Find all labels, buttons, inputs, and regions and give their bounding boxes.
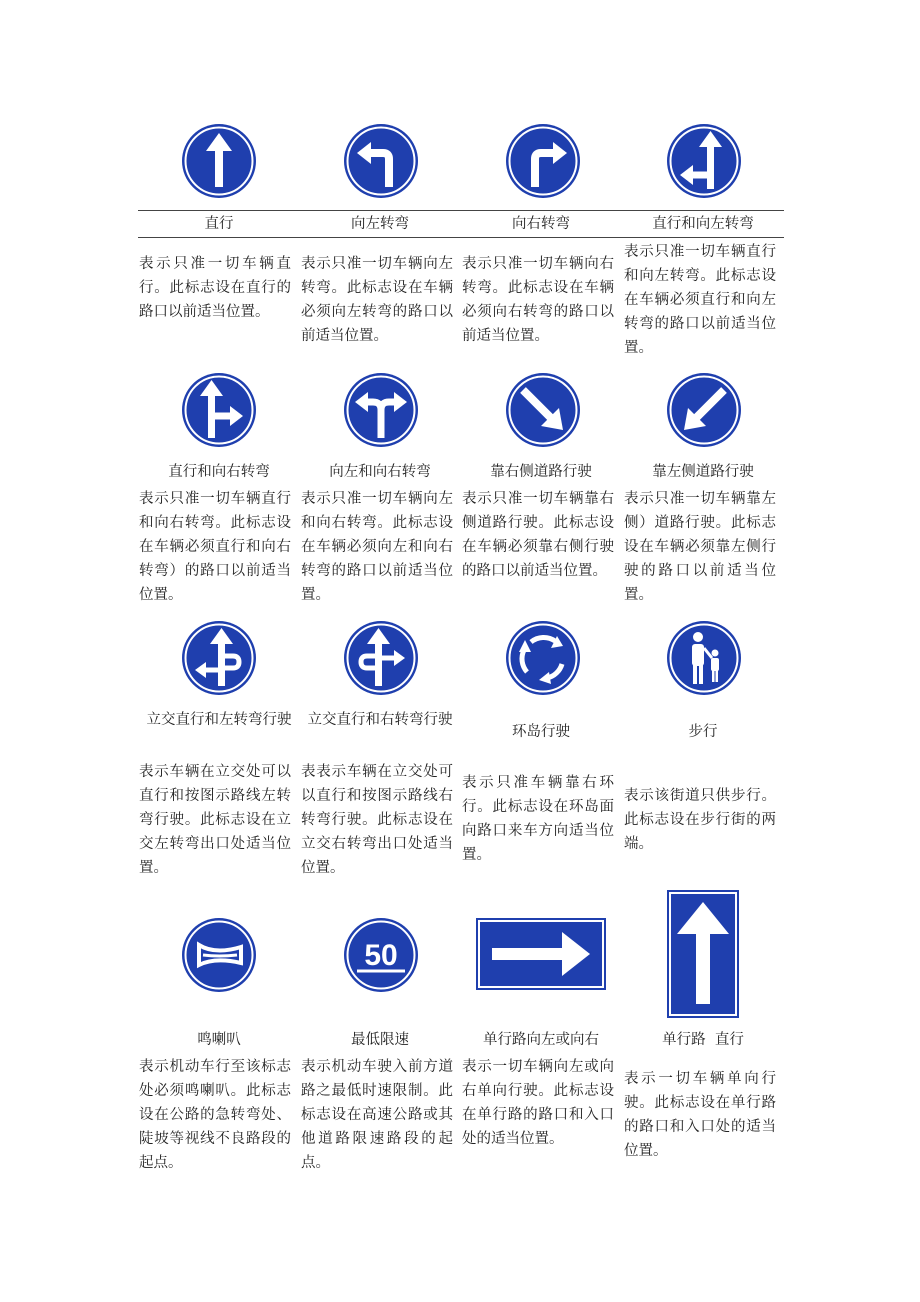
sign-title: 直行 xyxy=(204,216,234,232)
sign-title: 最低限速 xyxy=(351,1032,409,1048)
sign-description: 表示一切车辆向左或向右单向行驶。此标志设在单行路的路口和入口处的适当位置。 xyxy=(462,1059,614,1147)
sign-title: 立交直行和右转弯行驶 xyxy=(307,712,453,728)
sign-title: 单行路向左或向右 xyxy=(483,1032,599,1048)
sign-description: 表示机动车行至该标志处必须鸣喇叭。此标志设在公路的急转弯处、陡坡等视线不良路段的起点。 xyxy=(139,1059,291,1171)
one-way-horizontal-arrow-icon xyxy=(476,918,606,990)
sign-title: 靠右侧道路行驶 xyxy=(490,464,592,480)
sign-description: 表示只准车辆靠右环行。此标志设在环岛面向路口来车方向适当位置。 xyxy=(462,775,614,863)
turn-left-arrow-icon xyxy=(343,123,419,199)
sign-title: 直行和向右转弯 xyxy=(168,464,270,480)
sign-description: 表示该街道只供步行。此标志设在步行街的两端。 xyxy=(624,788,776,852)
sign-title: 向左和向右转弯 xyxy=(329,464,431,480)
sign-title: 直行和向左转弯 xyxy=(652,216,754,232)
sign-title: 立交直行和左转弯行驶 xyxy=(146,712,292,728)
horn-icon xyxy=(181,917,257,993)
sign-title: 步行 xyxy=(688,724,718,740)
pedestrian-icon xyxy=(666,620,742,696)
turn-right-arrow-icon xyxy=(505,123,581,199)
sign-description: 表示只准一切车辆靠右侧道路行驶。此标志设在车辆必须靠右侧行驶的路口以前适当位置。 xyxy=(462,491,614,579)
sign-description: 表示只准一切车辆向左和向右转弯。此标志设在车辆必须向左和向右转弯的路口以前适当位置。 xyxy=(301,491,453,603)
keep-left-arrow-icon xyxy=(666,372,742,448)
sign-description: 表示机动车驶入前方道路之最低时速限制。此标志设在高速公路或其他道路限速路段的起点。 xyxy=(301,1059,453,1171)
sign-title: 环岛行驶 xyxy=(512,724,570,740)
sign-title: 单行路 直行 xyxy=(662,1032,744,1048)
straight-or-right-arrow-icon xyxy=(181,372,257,448)
table-top-rule xyxy=(138,210,784,211)
roundabout-icon xyxy=(505,620,581,696)
sign-title: 鸣喇叭 xyxy=(197,1032,241,1048)
sign-description: 表示只准一切车辆直行和向右转弯。此标志设在车辆必须直行和向右转弯）的路口以前适当位置。 xyxy=(139,491,291,603)
sign-description: 表示只准一切车辆向左转弯。此标志设在车辆必须向左转弯的路口以前适当位置。 xyxy=(301,256,453,344)
one-way-straight-arrow-icon xyxy=(667,890,739,1018)
speed-value: 50 xyxy=(364,939,398,972)
interchange-straight-right-icon xyxy=(343,620,419,696)
straight-arrow-icon xyxy=(181,123,257,199)
sign-description: 表示一切车辆单向行驶。此标志设在单行路的路口和入口处的适当位置。 xyxy=(624,1071,776,1159)
sign-description: 表示车辆在立交处可以直行和按图示路线左转弯行驶。此标志设在立交左转弯出口处适当位置。 xyxy=(139,764,291,876)
straight-or-left-arrow-icon xyxy=(666,123,742,199)
sign-description: 表示只准一切车辆向右转弯。此标志设在车辆必须向右转弯的路口以前适当位置。 xyxy=(462,256,614,344)
keep-right-arrow-icon xyxy=(505,372,581,448)
interchange-straight-left-icon xyxy=(181,620,257,696)
sign-description: 表示只准一切车辆直行和向左转弯。此标志设在车辆必须直行和向左转弯的路口以前适当位置。 xyxy=(624,244,776,356)
sign-description: 表示只准一切车辆直行。此标志设在直行的路口以前适当位置。 xyxy=(139,256,291,320)
sign-title: 向左转弯 xyxy=(351,216,409,232)
minimum-speed-icon xyxy=(343,917,419,993)
sign-title: 靠左侧道路行驶 xyxy=(652,464,754,480)
sign-title: 向右转弯 xyxy=(512,216,570,232)
sign-description: 表示只准一切车辆靠左侧）道路行驶。此标志设在车辆必须靠左侧行驶的路口以前适当位置。 xyxy=(624,491,776,603)
left-or-right-arrow-icon xyxy=(343,372,419,448)
table-header-rule xyxy=(138,237,784,238)
sign-description: 表表示车辆在立交处可以直行和按图示路线右转弯行驶。此标志设在立交右转弯出口处适当位置。 xyxy=(301,764,453,876)
